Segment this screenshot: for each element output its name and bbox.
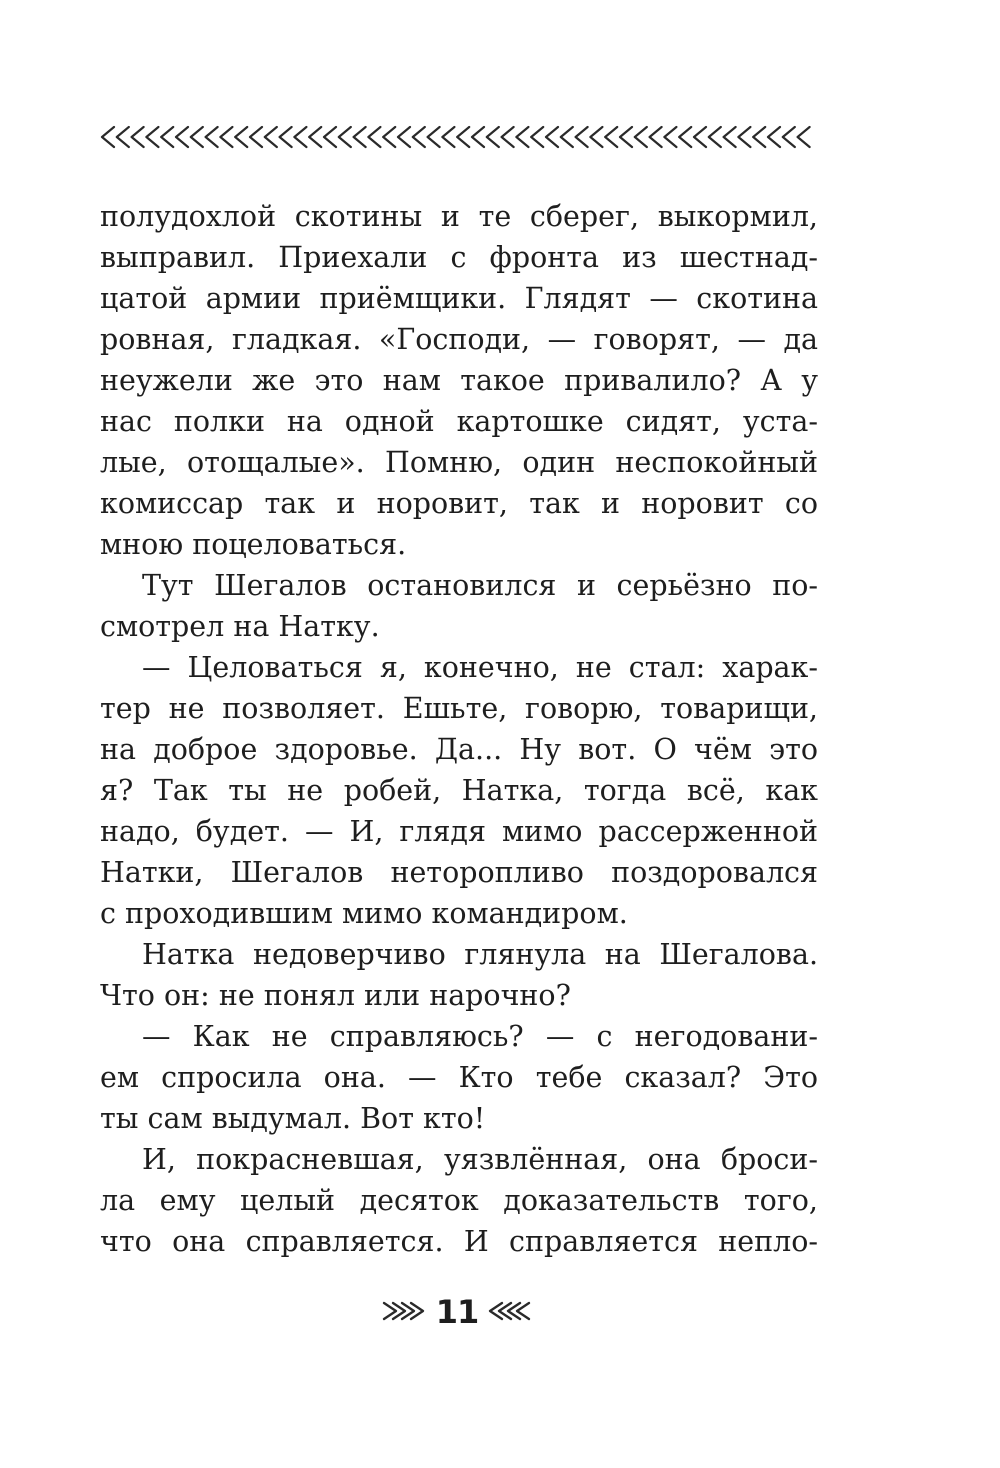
text-line: цатой армии приёмщики. Глядят — скотина — [100, 282, 818, 315]
paragraph-start: — Целоваться я, конечно, не стал: харак- — [142, 651, 818, 684]
chevron-mark — [191, 127, 203, 147]
chevron-mark — [679, 127, 691, 147]
chevron-mark — [487, 127, 499, 147]
text-line: лые, отощалые». Помню, один неспокойный — [100, 446, 818, 479]
chevron-mark — [132, 127, 144, 147]
chevron-mark — [546, 127, 558, 147]
chevron-mark — [590, 127, 602, 147]
top-chevron-ornament — [100, 122, 818, 152]
text-line: полудохлой скотины и те сберег, выкормил, — [100, 200, 818, 233]
chevron-mark — [694, 127, 706, 147]
chevron-mark — [768, 127, 780, 147]
text-line: мною поцеловаться. — [100, 528, 407, 561]
chevron-mark — [576, 127, 588, 147]
chevron-mark — [161, 127, 173, 147]
text-line: ровная, гладкая. «Господи, — говорят, — да — [100, 323, 818, 356]
chevron-mark — [383, 127, 395, 147]
chevron-mark — [220, 127, 232, 147]
text-line: что она справляется. И справляется непло- — [100, 1225, 818, 1258]
right-chevrons-icon — [382, 1298, 426, 1324]
chevron-mark — [442, 127, 454, 147]
chevron-mark — [783, 127, 795, 147]
text-line: смотрел на Натку. — [100, 610, 380, 643]
page-number: 11 — [435, 1293, 479, 1331]
body-text — [100, 196, 818, 1262]
chevron-mark — [309, 127, 321, 147]
chevron-mark — [798, 127, 810, 147]
text-line: комиссар так и норовит, так и норовит со — [100, 487, 818, 520]
chevron-mark — [294, 127, 306, 147]
chevron-mark — [235, 127, 247, 147]
text-line: надо, будет. — И, глядя мимо рассерженной — [100, 815, 818, 848]
chevron-mark — [620, 127, 632, 147]
chevron-mark — [561, 127, 573, 147]
chevron-mark — [531, 127, 543, 147]
chevron-mark — [206, 127, 218, 147]
chevron-mark — [664, 127, 676, 147]
chevron-mark — [605, 127, 617, 147]
paragraph-start: И, покрасневшая, уязвлённая, она броси- — [142, 1143, 818, 1176]
chevron-mark — [250, 127, 262, 147]
chevron-mark — [354, 127, 366, 147]
chevron-mark — [753, 127, 765, 147]
text-line: с проходившим мимо командиром. — [100, 897, 628, 930]
left-chevrons-icon — [488, 1298, 532, 1324]
text-line: на доброе здоровье. Да... Ну вот. О чём это — [100, 733, 818, 766]
chevron-mark — [472, 127, 484, 147]
chevron-mark — [280, 127, 292, 147]
chevron-mark — [709, 127, 721, 147]
text-line: ла ему целый десяток доказательств того, — [100, 1184, 818, 1217]
chevron-mark — [428, 127, 440, 147]
chevron-mark — [339, 127, 351, 147]
text-line: нас полки на одной картошке сидят, уста- — [100, 405, 818, 438]
chevron-mark — [117, 127, 129, 147]
text-line: неужели же это нам такое привалило? А у — [100, 364, 818, 397]
paragraph-start: Тут Шегалов остановился и серьёзно по- — [142, 569, 818, 602]
chevron-mark — [146, 127, 158, 147]
chevron-mark — [516, 127, 528, 147]
chevron-mark — [724, 127, 736, 147]
chevron-mark — [650, 127, 662, 147]
chevron-mark — [324, 127, 336, 147]
paragraph-start: Натка недоверчиво глянула на Шегалова. — [142, 938, 818, 971]
chevron-mark — [457, 127, 469, 147]
text-line: Что он: не понял или нарочно? — [100, 979, 571, 1012]
text-line: ты сам выдумал. Вот кто! — [100, 1102, 486, 1135]
chevron-mark — [102, 127, 114, 147]
chevron-mark — [265, 127, 277, 147]
chevron-mark — [413, 127, 425, 147]
chevron-mark — [738, 127, 750, 147]
chevron-mark — [502, 127, 514, 147]
page-footer — [0, 1292, 1000, 1332]
chevron-mark — [635, 127, 647, 147]
text-line: я? Так ты не робей, Натка, тогда всё, как — [100, 774, 818, 807]
chevron-mark — [368, 127, 380, 147]
chevron-mark — [176, 127, 188, 147]
chevron-mark — [398, 127, 410, 147]
text-line: Натки, Шегалов неторопливо поздоровался — [100, 856, 818, 889]
text-line: ем спросила она. — Кто тебе сказал? Это — [100, 1061, 818, 1094]
text-line: тер не позволяет. Ешьте, говорю, товарищи, — [100, 692, 818, 725]
text-line: выправил. Приехали с фронта из шестнад- — [100, 241, 818, 274]
paragraph-start: — Как не справляюсь? — с негодовани- — [142, 1020, 818, 1053]
